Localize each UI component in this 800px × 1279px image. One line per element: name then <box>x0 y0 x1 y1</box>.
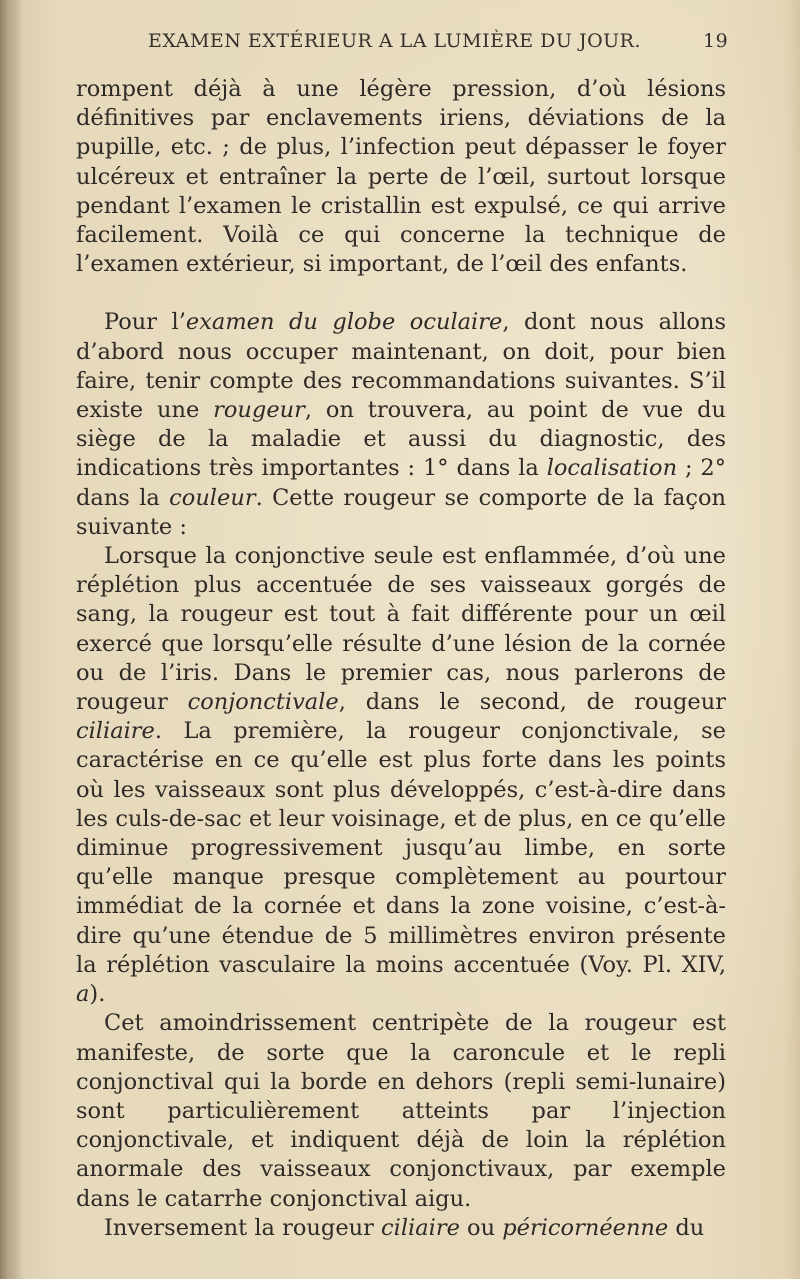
emphasis-examen-du-globe-oculaire: examen du globe oculaire <box>185 309 503 336</box>
body-text <box>76 75 726 1243</box>
emphasis-pericorneenne: péricornéenne <box>502 1214 669 1241</box>
paragraph-4: Cet amoindrissement centripète de la rougeur est manifeste, de sorte que la caroncule et le repli conjonctival qui la borde en dehors (repli semi-lunaire) sont particulièrement atteints par l’injection conjonctivale, et indiquent déjà de loin la réplétion anormale des vaisseaux conjonctivaux, par exemple dans le catarrhe conjonctival aigu. <box>76 1010 726 1212</box>
emphasis-couleur: couleur <box>169 484 256 511</box>
emphasis-ciliaire-2: ciliaire <box>381 1214 460 1241</box>
emphasis-ciliaire: ciliaire <box>76 718 155 745</box>
paragraph-5: Inversement la rougeur ciliaire ou péricornéenne du <box>104 1214 705 1241</box>
emphasis-localisation: localisation <box>546 455 678 482</box>
paragraph-1: rompent déjà à une légère pression, d’où lésions définitives par enclavements iriens, déviations de la pupille, etc. ; de plus, l’infection peut dépasser le foyer ulcéreux et entraîner la perte de l’œil, surtout lorsque pendant l’examen le cristallin est expulsé, ce qui arrive facilement. Voilà ce qui concerne la technique de l’examen extérieur, si important, de l’œil des enfants. <box>76 76 726 278</box>
page-number: 19 <box>703 30 729 52</box>
page-gutter <box>0 0 22 1279</box>
running-title: EXAMEN EXTÉRIEUR A LA LUMIÈRE DU JOUR. <box>148 30 642 52</box>
paragraph-2: Pour l’examen du globe oculaire, dont nous allons d’abord nous occuper maintenant, on doit, pour bien faire, tenir compte des recommandations suivantes. S’il existe une rougeur, on trouvera, au point de vue du siège de la maladie et aussi du diagnostic, des indications très importantes : 1° dans la localisation ; 2° dans la couleur. Cette rougeur se comporte de la façon suivante : <box>76 309 727 540</box>
emphasis-conjonctivale: conjonctivale <box>187 689 339 716</box>
emphasis-rougeur: rougeur <box>213 397 305 424</box>
emphasis-plate-ref: a <box>76 981 90 1008</box>
paragraph-3: Lorsque la conjonctive seule est enflammée, d’où une réplétion plus accentuée de ses vaisseaux gorgés de sang, la rougeur est tout à fait différente pour un œil exercé que lorsqu’elle résulte d’une lésion de la cornée ou de l’iris. Dans le premier cas, nous parlerons de rougeur conjonctivale, dans le second, de rougeur ciliaire. La première, la rougeur conjonctivale, se caractérise en ce qu’elle est plus forte dans les points où les vaisseaux sont plus développés, c’est-à-dire dans les culs-de-sac et leur voisinage, et de plus, en ce qu’elle diminue progressivement jusqu’au limbe, en sorte qu’elle manque presque complètement au pourtour immédiat de la cornée et dans la zone voisine, c’est-à-dire qu’une étendue de 5 millimètres environ présente la réplétion vasculaire la moins accentuée (Voy. Pl. XIV, a). <box>76 543 726 1008</box>
